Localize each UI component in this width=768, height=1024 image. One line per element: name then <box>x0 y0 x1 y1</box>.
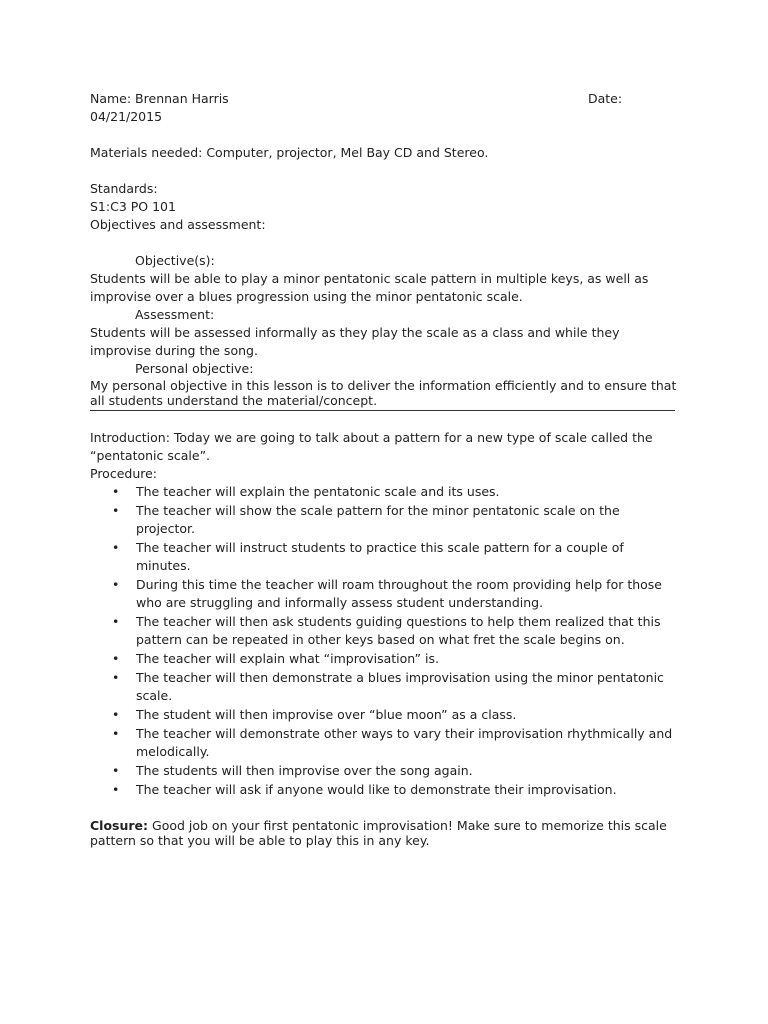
bullet-icon: • <box>112 614 120 629</box>
list-item <box>90 483 680 501</box>
list-item <box>90 781 680 799</box>
spacer <box>90 126 680 144</box>
list-item-text: The teacher will then ask students guiding questions to help them realized that this pattern can be repeated in other keys based on what fret the scale begins on. <box>136 614 661 647</box>
list-item <box>90 650 680 668</box>
header-row <box>90 90 680 108</box>
list-item <box>90 762 680 780</box>
standards-heading: Standards: <box>90 181 158 196</box>
list-item <box>90 576 680 612</box>
list-item <box>90 613 680 649</box>
procedure-heading: Procedure: <box>90 466 158 481</box>
closure-paragraph <box>90 818 680 848</box>
bullet-icon: • <box>112 577 120 592</box>
list-item-text: The student will then improvise over “blue moon” as a class. <box>136 707 517 722</box>
bullet-icon: • <box>112 670 120 685</box>
list-item-text: During this time the teacher will roam throughout the room providing help for those who are struggling and informally assess student understanding. <box>136 577 663 610</box>
standards-code: S1:C3 PO 101 <box>90 199 176 214</box>
list-item <box>90 539 680 575</box>
list-item-text: The students will then improvise over the song again. <box>136 763 473 778</box>
list-item-text: The teacher will demonstrate other ways to vary their improvisation rhythmically and melodically. <box>136 726 673 759</box>
bullet-icon: • <box>112 726 120 741</box>
bullet-icon: • <box>112 651 120 666</box>
procedure-list <box>90 483 680 799</box>
personal-objective-heading: Personal objective: <box>135 361 254 376</box>
objective-heading: Objective(s): <box>135 253 215 268</box>
assessment-text: Students will be assessed informally as they play the scale as a class and while they improvise during the song. <box>90 325 620 358</box>
bullet-icon: • <box>112 540 120 555</box>
objectives-heading: Objectives and assessment: <box>90 217 266 232</box>
horizontal-rule <box>90 410 675 411</box>
list-item <box>90 502 680 538</box>
spacer <box>90 234 680 252</box>
bullet-icon: • <box>112 707 120 722</box>
list-item <box>90 725 680 761</box>
materials-line: Materials needed: Computer, projector, Mel Bay CD and Stereo. <box>90 145 489 160</box>
bullet-icon: • <box>112 484 120 499</box>
assessment-heading: Assessment: <box>135 307 215 322</box>
date-label: Date: <box>588 91 623 106</box>
introduction-text: Introduction: Today we are going to talk about a pattern for a new type of scale called the “pentatonic scale”. <box>90 430 653 463</box>
closure-text: Good job on your first pentatonic improvisation! Make sure to memorize this scale pattern so that you will be able to play this in any key. <box>90 818 667 848</box>
date-value: 04/21/2015 <box>90 109 163 124</box>
student-name: Name: Brennan Harris <box>90 91 229 106</box>
bullet-icon: • <box>112 503 120 518</box>
list-item-text: The teacher will ask if anyone would like to demonstrate their improvisation. <box>136 782 617 797</box>
list-item <box>90 706 680 724</box>
objective-text: Students will be able to play a minor pentatonic scale pattern in multiple keys, as well as improvise over a blues progression using the minor pentatonic scale. <box>90 271 649 304</box>
spacer <box>90 162 680 180</box>
closure-label: Closure: <box>90 818 149 833</box>
lesson-plan-document <box>90 90 680 848</box>
list-item-text: The teacher will explain what “improvisation” is. <box>136 651 439 666</box>
list-item-text: The teacher will explain the pentatonic scale and its uses. <box>136 484 500 499</box>
list-item <box>90 669 680 705</box>
list-item-text: The teacher will show the scale pattern for the minor pentatonic scale on the projector. <box>136 503 620 536</box>
list-item-text: The teacher will then demonstrate a blues improvisation using the minor pentatonic scale. <box>136 670 664 703</box>
list-item-text: The teacher will instruct students to practice this scale pattern for a couple of minutes. <box>136 540 624 573</box>
bullet-icon: • <box>112 782 120 797</box>
bullet-icon: • <box>112 763 120 778</box>
personal-objective-text: My personal objective in this lesson is to deliver the information efficiently and to ensure that all students understand the material/concept. <box>90 378 677 408</box>
spacer <box>90 800 680 818</box>
